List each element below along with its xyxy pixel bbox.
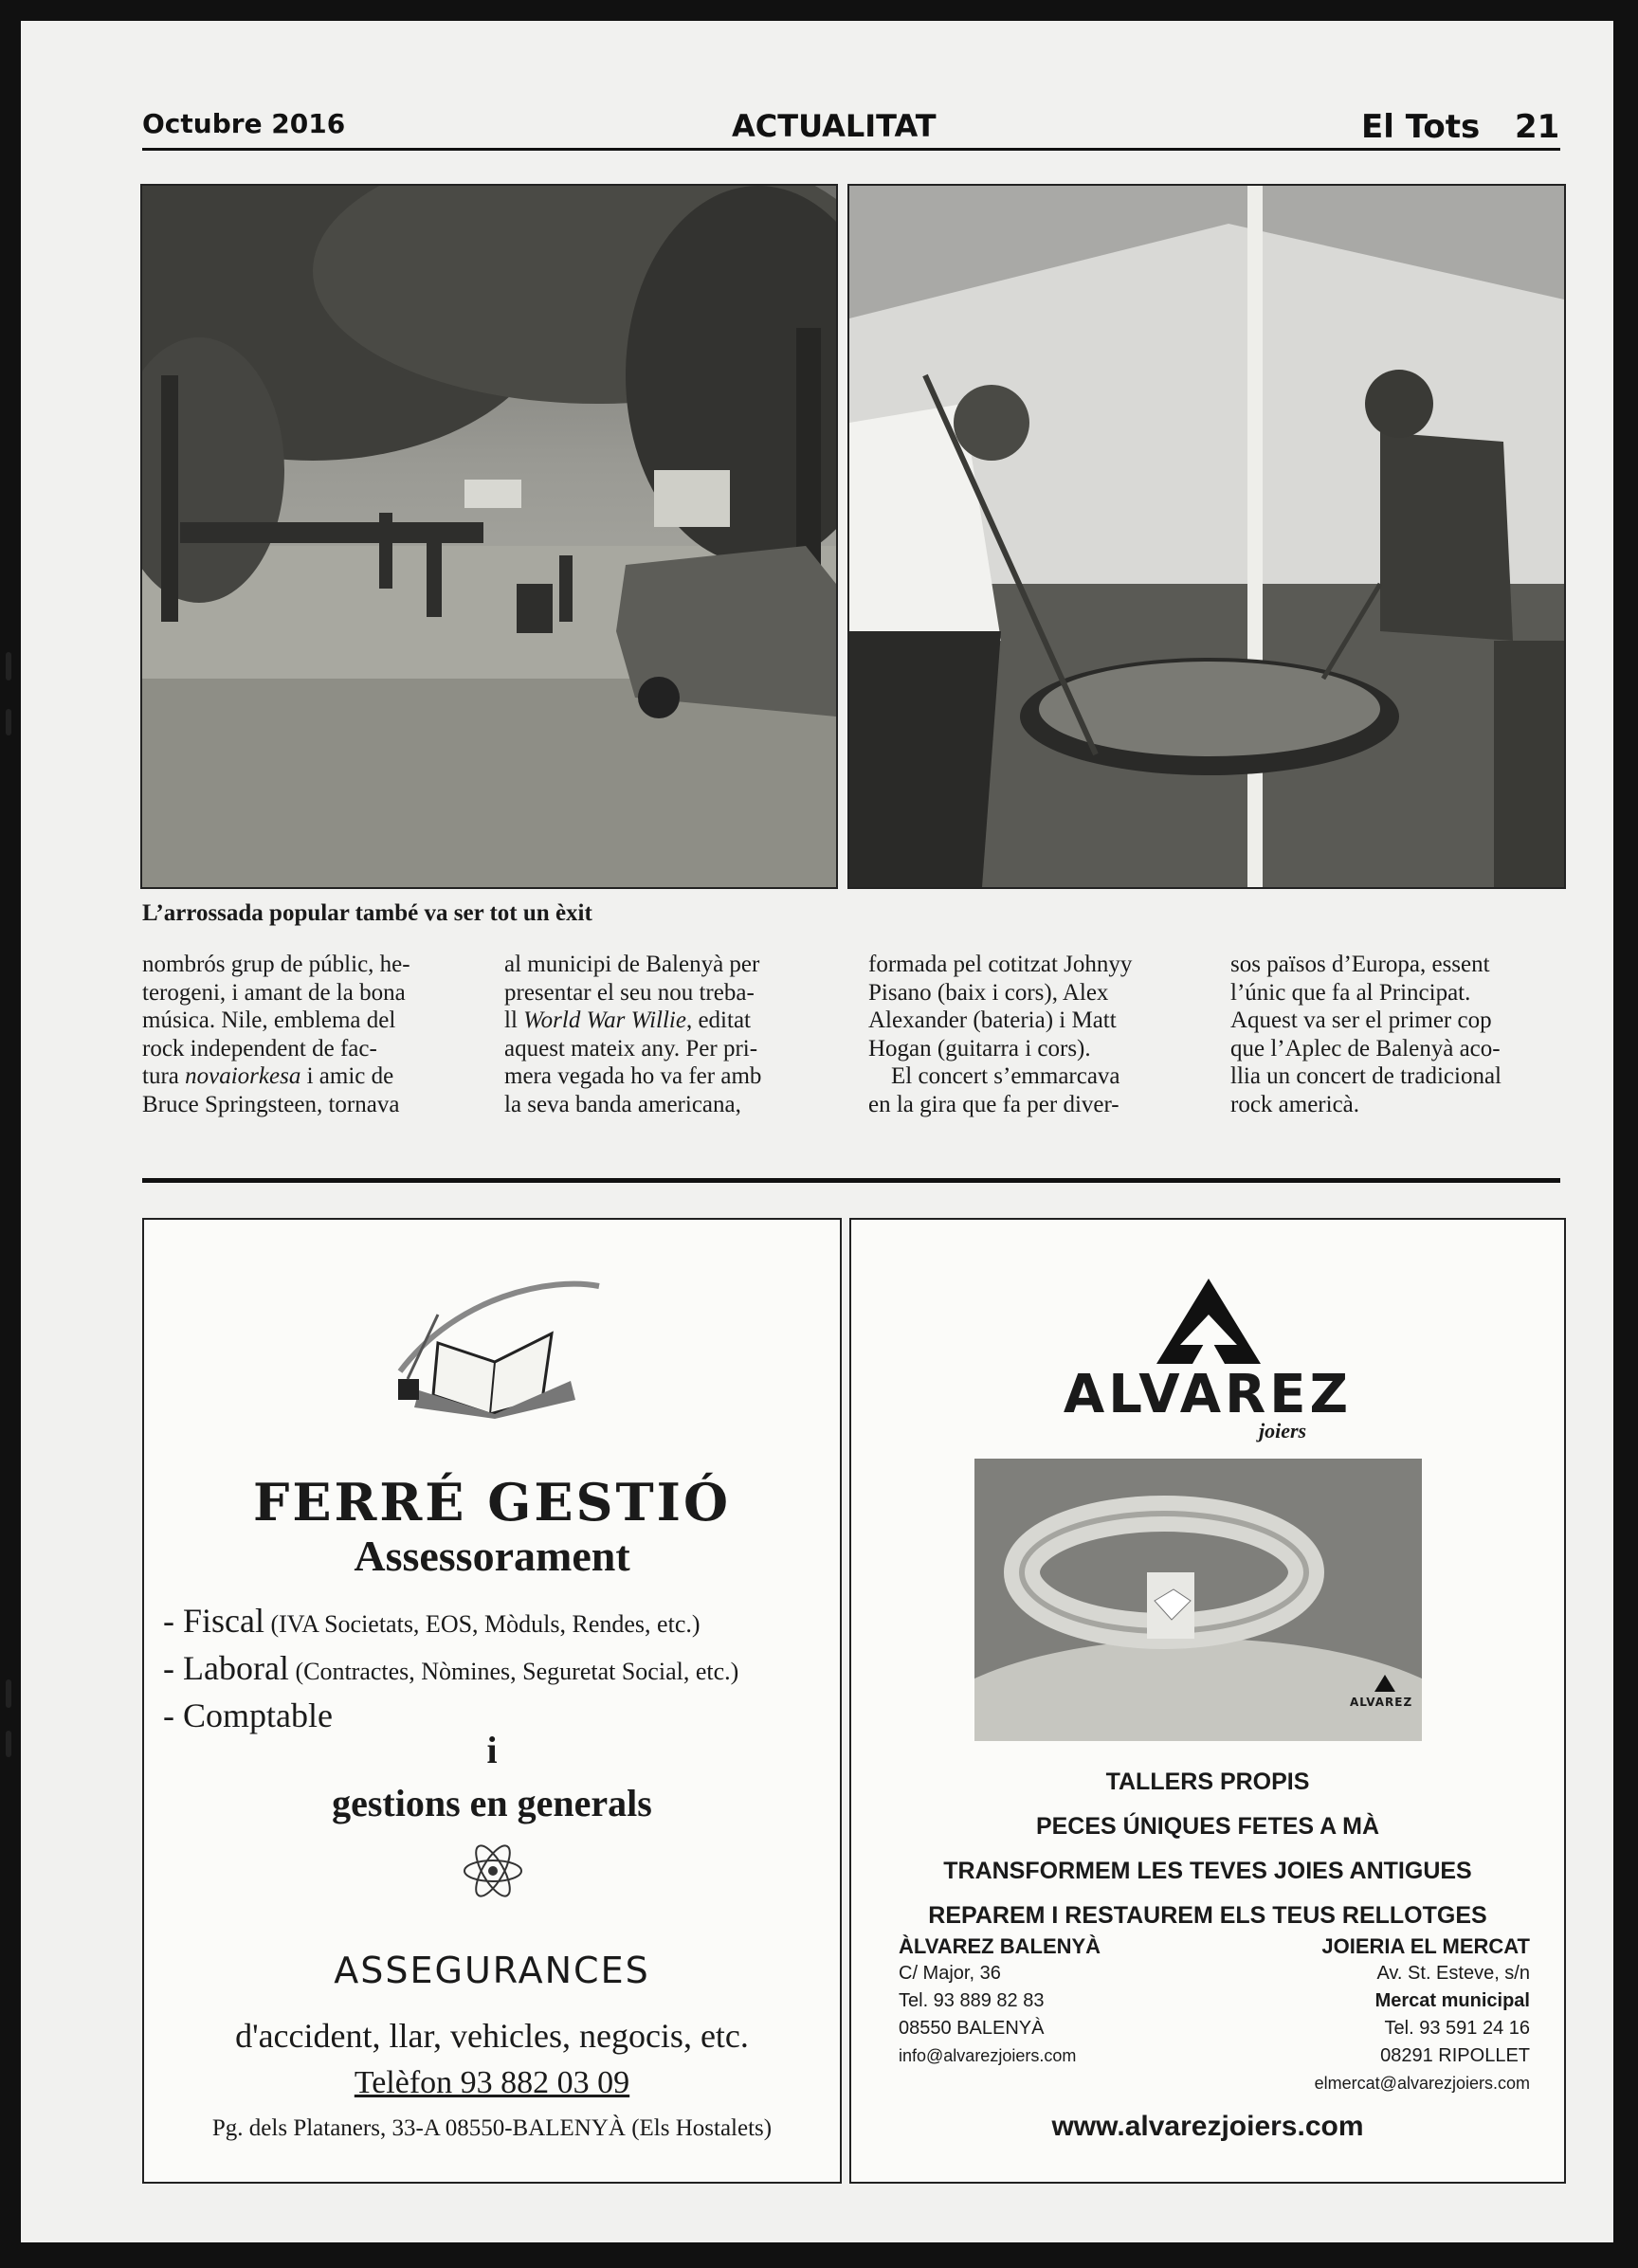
- header-rule: [142, 148, 1560, 151]
- col3-line: El concert s’emmarcava: [891, 1063, 1120, 1089]
- store-market: Mercat municipal: [1374, 1990, 1530, 2011]
- store-city: 08550 BALENYÀ: [899, 2018, 1045, 2039]
- alvarez-brand: ALVAREZ: [1063, 1364, 1353, 1425]
- issue-date: Octubre 2016: [142, 108, 346, 139]
- service-laboral: - Laboral (Contractes, Nòmines, Seguretat Social, etc.): [163, 1649, 739, 1687]
- col2-line: la seva banda americana,: [504, 1091, 741, 1117]
- article-column-2: [504, 951, 834, 1118]
- section-separator: [142, 1178, 1560, 1183]
- alvarez-brand-sub: joiers: [1259, 1419, 1307, 1442]
- store-city: 08291 RIPOLLET: [1380, 2045, 1530, 2066]
- photo-caption: L’arrossada popular també va ser tot un èxit: [142, 900, 592, 926]
- col2-line: al municipi de Balenyà per: [504, 952, 760, 977]
- ferre-phone: Telèfon 93 882 03 09: [354, 2065, 630, 2100]
- store-street: C/ Major, 36: [899, 1963, 1001, 1984]
- ad-ferre-gestio: [142, 1218, 842, 2184]
- magazine-page: [21, 21, 1613, 2242]
- service-comptable: - Comptable: [163, 1696, 333, 1734]
- store-name: JOIERIA EL MERCAT: [1321, 1934, 1530, 1958]
- photo-paella-tent: [847, 184, 1566, 889]
- scan-edge-mark: [6, 709, 11, 735]
- store-email: elmercat@alvarezjoiers.com: [1314, 2074, 1530, 2093]
- ad-alvarez-joiers: [849, 1218, 1566, 2184]
- alvarez-logo-icon: [1156, 1279, 1261, 1364]
- alvarez-services: [851, 1760, 1564, 1938]
- section-title: ACTUALITAT: [732, 108, 937, 144]
- col4-line: que l’Aplec de Balenyà aco-: [1230, 1035, 1501, 1061]
- store-name: ÀLVAREZ BALENYÀ: [899, 1934, 1101, 1958]
- alvarez-small-logo-icon: [1374, 1675, 1395, 1692]
- col1-line: música. Nile, emblema del: [142, 1007, 396, 1033]
- article-column-4: [1230, 951, 1560, 1118]
- scan-edge-mark: [6, 1731, 11, 1757]
- service-line: TALLERS PROPIS: [1105, 1769, 1310, 1795]
- store-balenya: [899, 1932, 1101, 2070]
- col4-line: rock americà.: [1230, 1091, 1360, 1117]
- col3-line: formada pel cotitzat Johnyy: [868, 952, 1133, 977]
- photo-park-gathering: [140, 184, 838, 889]
- col4-line: sos països d’Europa, essent: [1230, 952, 1490, 977]
- ferre-insurance-title: ASSEGURANCES: [334, 1950, 650, 1991]
- alvarez-website: www.alvarezjoiers.com: [1051, 2111, 1364, 2142]
- col1-line: tura novaiorkesa i amic de: [142, 1063, 394, 1089]
- col1-line: nombrós grup de públic, he-: [142, 952, 410, 977]
- col3-line: en la gira que fa per diver-: [868, 1091, 1119, 1117]
- col2-line: aquest mateix any. Per pri-: [504, 1035, 758, 1061]
- ferre-title: FERRÉ GESTIÓ: [253, 1472, 731, 1533]
- ferre-insurance-detail: d'accident, llar, vehicles, negocis, etc.: [235, 2017, 749, 2055]
- col2-line: ll World War Willie, editat: [504, 1007, 751, 1033]
- service-line: TRANSFORMEM LES TEVES JOIES ANTIGUES: [943, 1858, 1472, 1884]
- article-column-1: [142, 951, 472, 1118]
- col1-line: Bruce Springsteen, tornava: [142, 1091, 400, 1117]
- col2-line: mera vegada ho va fer amb: [504, 1063, 762, 1089]
- page-number: 21: [1515, 108, 1560, 146]
- scan-edge-mark: [6, 652, 11, 680]
- col3-line: Hogan (guitarra i cors).: [868, 1035, 1091, 1061]
- store-email: info@alvarezjoiers.com: [899, 2046, 1077, 2065]
- publication-name: El Tots: [1361, 108, 1481, 146]
- ferre-address: Pg. dels Plataners, 33-A 08550-BALENYÀ (Els Hostalets): [211, 2115, 773, 2141]
- ferre-subtitle: Assessorament: [354, 1532, 630, 1580]
- article-column-3: [868, 951, 1198, 1118]
- col3-line: Pisano (baix i cors), Alex: [868, 979, 1109, 1006]
- ring-photo-brand: ALVAREZ: [1350, 1696, 1413, 1709]
- book-icon: [381, 1258, 609, 1419]
- col1-line: terogeni, i amant de la bona: [142, 979, 406, 1006]
- service-fiscal: - Fiscal (IVA Societats, EOS, Mòduls, Rendes, etc.): [163, 1602, 701, 1640]
- ferre-services: [163, 1599, 738, 1741]
- atom-icon: [460, 1838, 526, 1904]
- col4-line: llia un concert de tradicional: [1230, 1063, 1502, 1089]
- store-phone: Tel. 93 889 82 83: [899, 1990, 1045, 2011]
- ferre-conjunction: i: [486, 1729, 498, 1771]
- col4-line: Aquest va ser el primer cop: [1230, 1007, 1492, 1033]
- store-phone: Tel. 93 591 24 16: [1384, 2018, 1530, 2039]
- store-street: Av. St. Esteve, s/n: [1376, 1963, 1530, 1984]
- ferre-gestions: gestions en generals: [332, 1782, 652, 1824]
- col1-line: rock independent de fac-: [142, 1035, 377, 1061]
- service-line: PECES ÚNIQUES FETES A MÀ: [1035, 1813, 1380, 1840]
- service-line: REPAREM I RESTAUREM ELS TEUS RELLOTGES: [928, 1902, 1487, 1929]
- store-ripollet: [1315, 1932, 1530, 2097]
- col2-line: presentar el seu nou treba-: [504, 979, 755, 1006]
- ring-photo: [974, 1459, 1422, 1741]
- col3-line: Alexander (bateria) i Matt: [868, 1007, 1117, 1033]
- scan-edge-mark: [6, 1679, 11, 1708]
- col4-line: l’únic que fa al Principat.: [1230, 979, 1471, 1006]
